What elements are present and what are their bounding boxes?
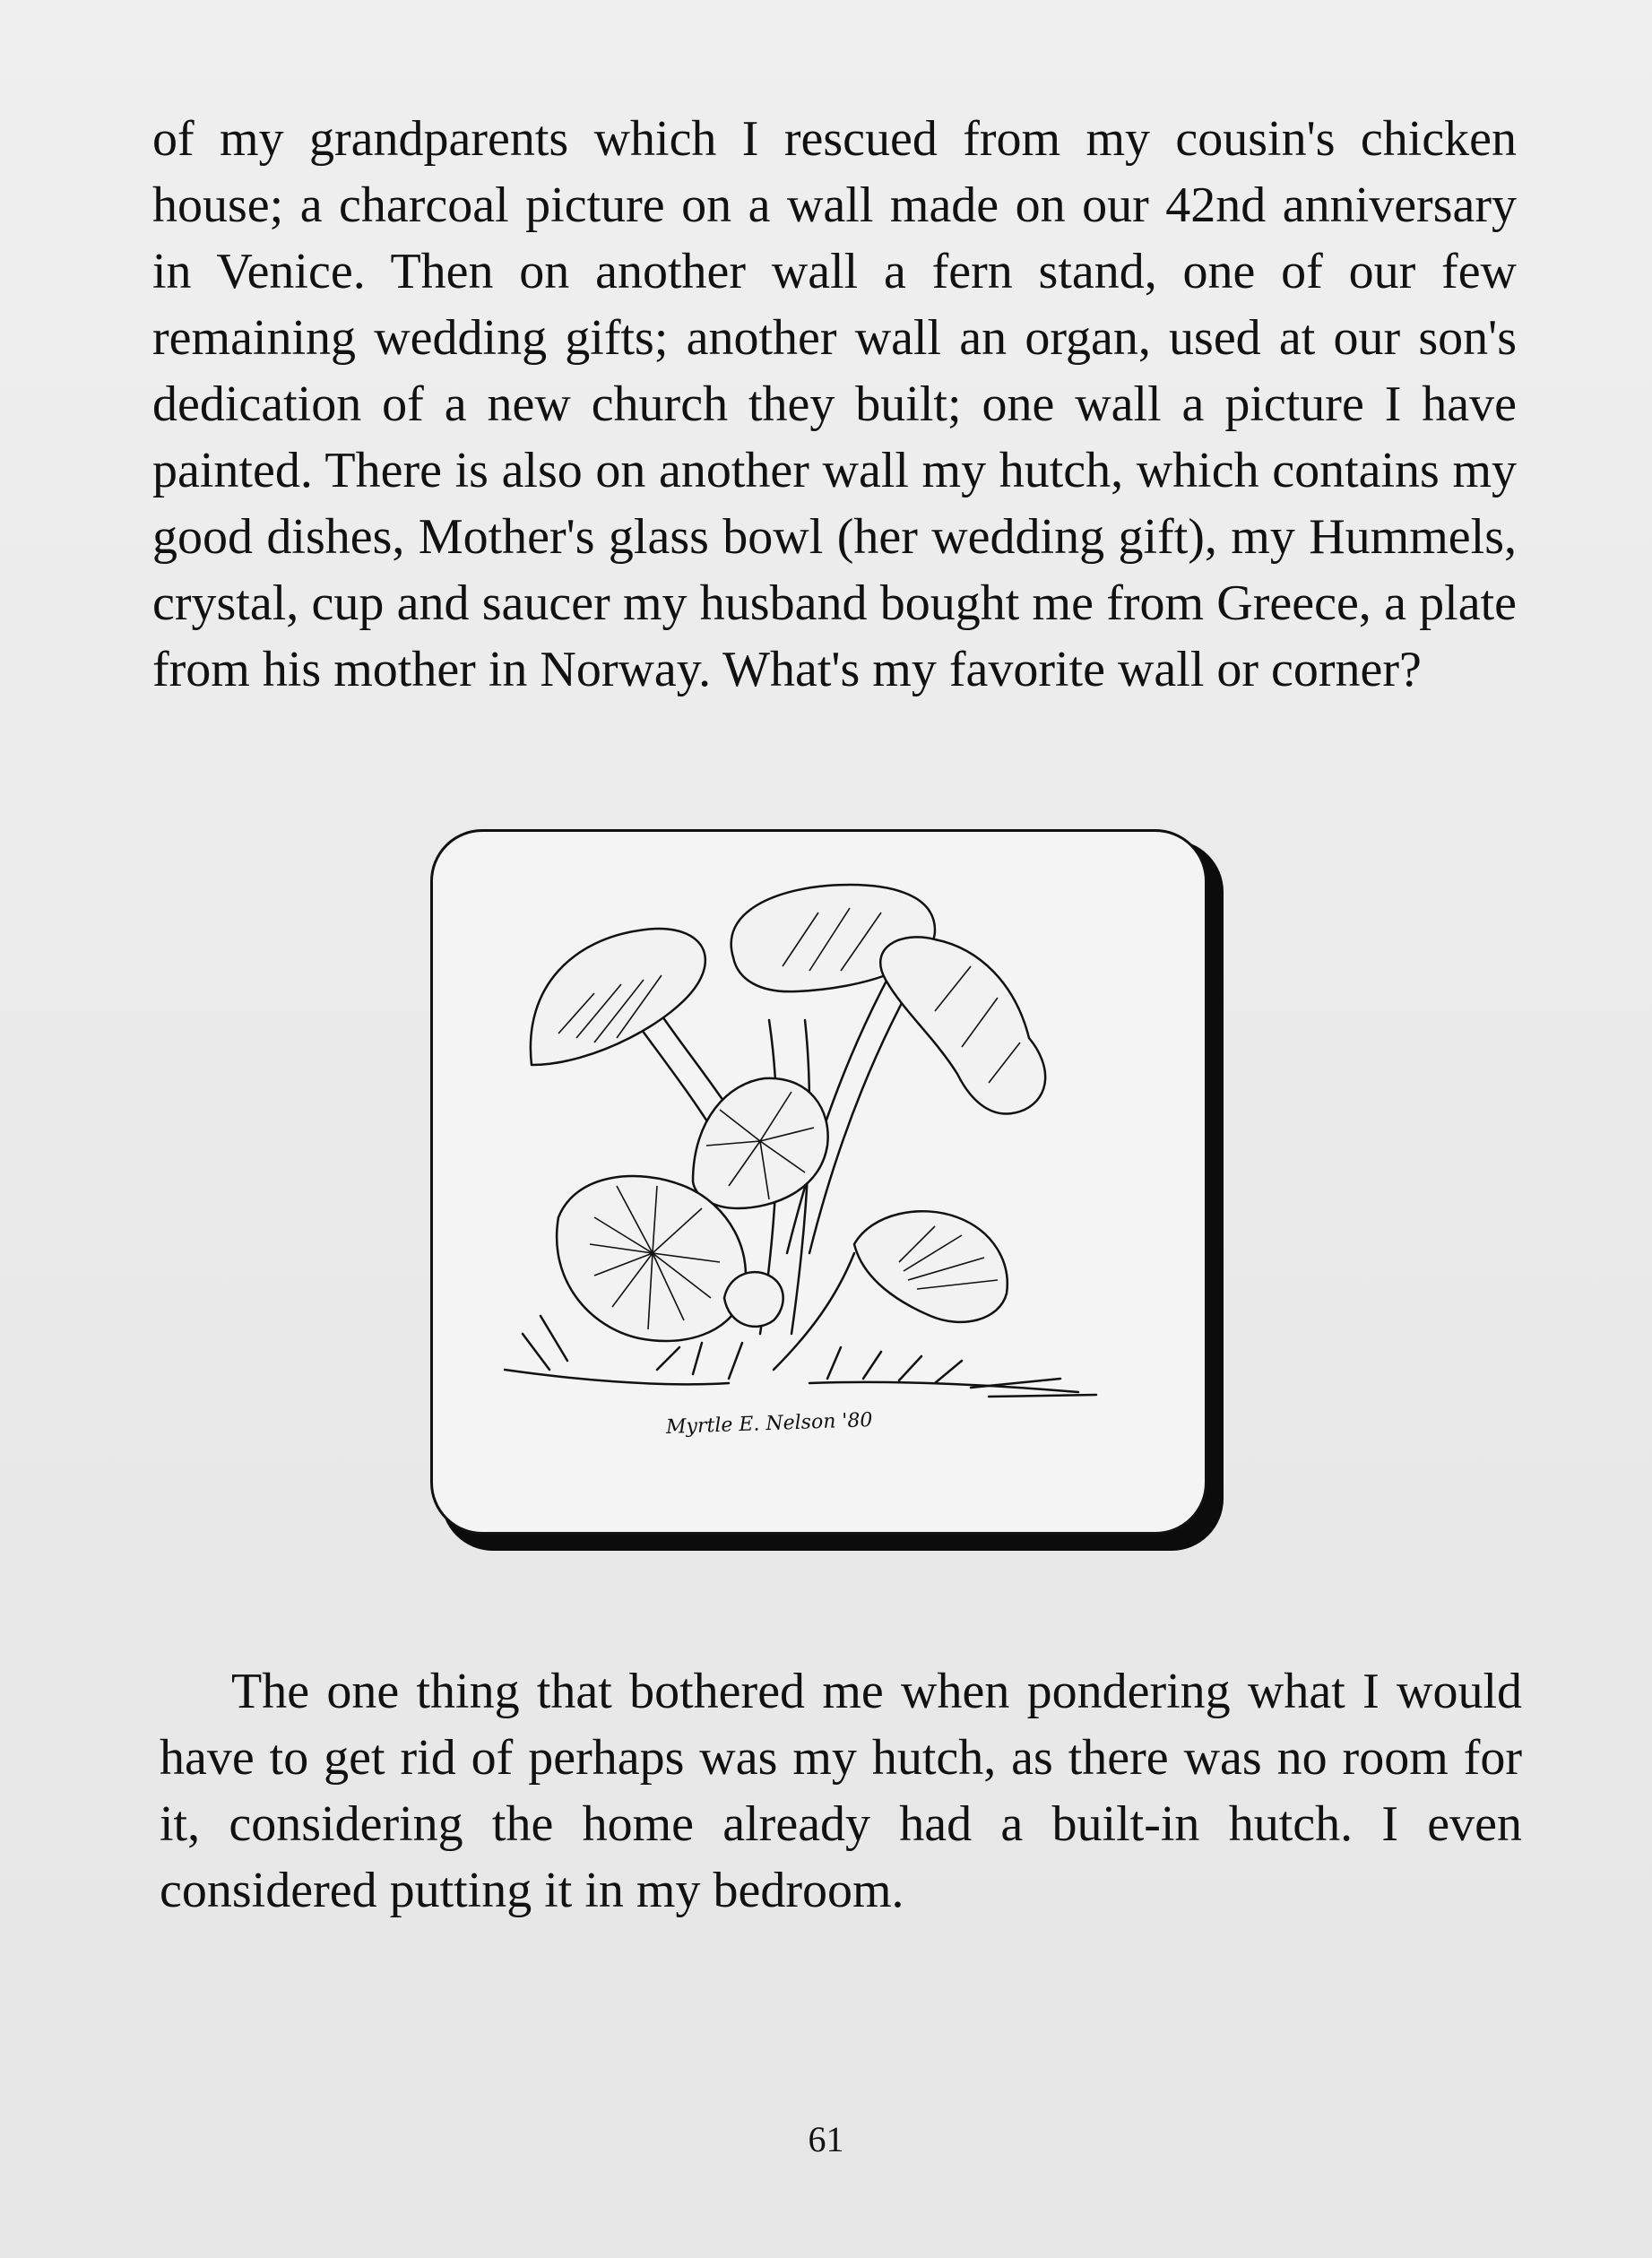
artist-signature: Myrtle E. Nelson '80 xyxy=(665,1408,873,1440)
mushroom-illustration xyxy=(430,829,1224,1551)
body-paragraph-2: The one thing that bothered me when pondering what I would have to get rid of perhaps was my hutch, as there was no room for it, considering the home already had a built-in hutch. I even considered putting it in my bedroom. xyxy=(160,1664,1522,1918)
body-paragraph-1: of my grandparents which I rescued from my cousin's chicken house; a charcoal picture on a wall made on our 42nd anniversary in Venice. Then on another wall a fern stand, one of our few remaining wedding gifts; another wall an organ, used at our son's dedication of a new church they built; one wall a picture I have painted. There is also on another wall my hutch, which contains my good dishes, Mother's glass bowl (her wedding gift), my Hummels, crystal, cup and saucer my husband bought me from Greece, a plate from his mother in Norway. What's my favorite wall or corner? xyxy=(152,111,1517,697)
illustration-frame xyxy=(430,829,1207,1535)
page-number: 61 xyxy=(808,2119,844,2159)
